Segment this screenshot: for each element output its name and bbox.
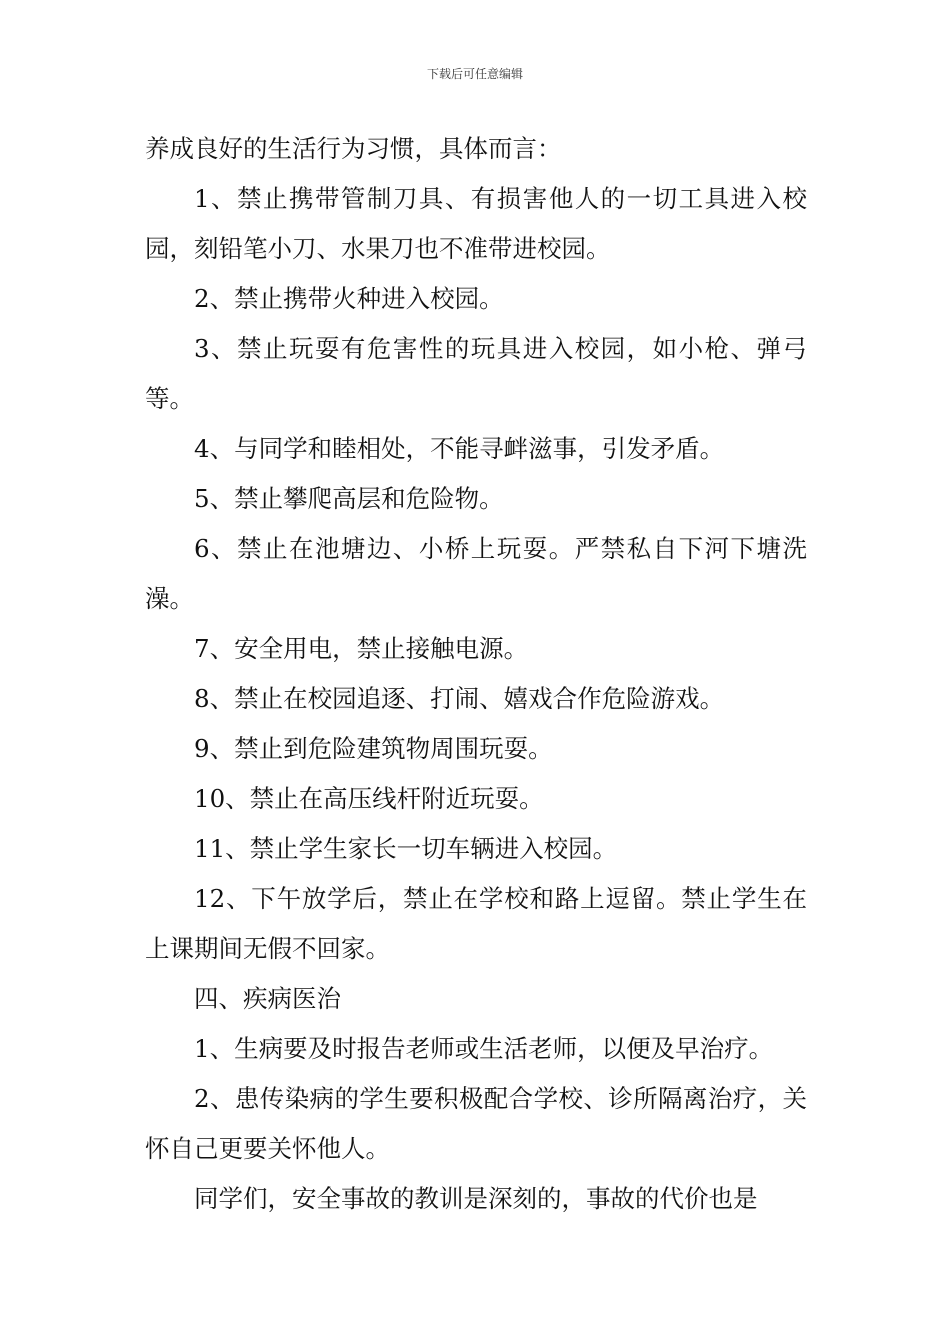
document-body: [145, 124, 807, 1224]
paragraph-rule-12: 12、下午放学后，禁止在学校和路上逗留。禁止学生在上课期间无假不回家。: [145, 884, 807, 963]
paragraph-disease-2: 2、患传染病的学生要积极配合学校、诊所隔离治疗，关怀自己更要关怀他人。: [145, 1084, 807, 1163]
paragraph-rule-10: 10、禁止在高压线杆附近玩耍。: [194, 784, 544, 813]
paragraph-rule-11: 11、禁止学生家长一切车辆进入校园。: [194, 834, 618, 863]
paragraph-rule-6: 6、禁止在池塘边、小桥上玩耍。严禁私自下河下塘洗澡。: [145, 534, 807, 613]
paragraph-rule-4: 4、与同学和睦相处，不能寻衅滋事，引发矛盾。: [194, 434, 725, 463]
paragraph-rule-2: 2、禁止携带火种进入校园。: [194, 284, 504, 313]
paragraph-intro: 养成良好的生活行为习惯，具体而言：: [145, 134, 562, 163]
paragraph-rule-7: 7、安全用电，禁止接触电源。: [194, 634, 529, 663]
paragraph-rule-3: 3、禁止玩耍有危害性的玩具进入校园，如小枪、弹弓等。: [145, 334, 807, 413]
page-header: 下载后可任意编辑: [426, 67, 523, 81]
paragraph-closing: 同学们，安全事故的教训是深刻的，事故的代价也是: [194, 1184, 758, 1213]
paragraph-rule-8: 8、禁止在校园追逐、打闹、嬉戏合作危险游戏。: [194, 684, 725, 713]
paragraph-rule-5: 5、禁止攀爬高层和危险物。: [194, 484, 504, 513]
paragraph-rule-9: 9、禁止到危险建筑物周围玩耍。: [194, 734, 553, 763]
paragraph-disease-1: 1、生病要及时报告老师或生活老师，以便及早治疗。: [194, 1034, 774, 1063]
section-heading-disease: 四、疾病医治: [194, 984, 341, 1013]
paragraph-rule-1: 1、禁止携带管制刀具、有损害他人的一切工具进入校园，刻铅笔小刀、水果刀也不准带进校园。: [145, 184, 807, 263]
